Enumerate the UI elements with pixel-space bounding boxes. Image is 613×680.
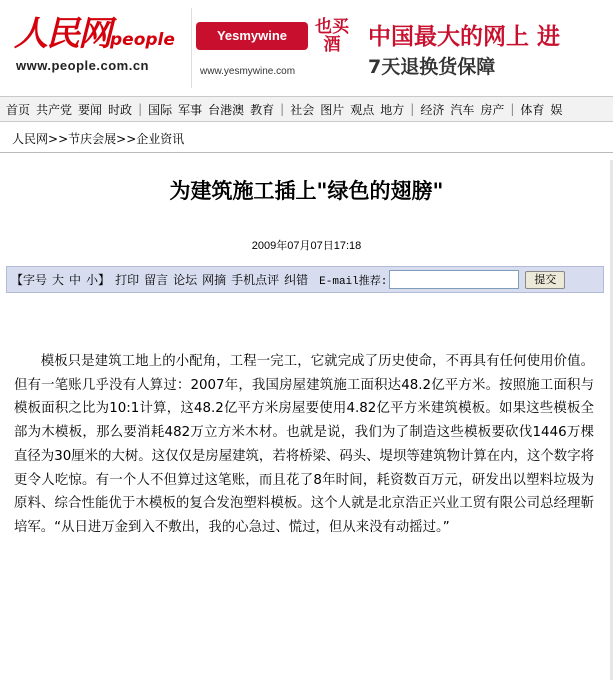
breadcrumb-home[interactable]: 人民网 bbox=[12, 132, 49, 146]
main-nav bbox=[0, 96, 613, 122]
nav-item[interactable]: 汽车 bbox=[450, 102, 475, 117]
nav-item[interactable]: 地方 bbox=[380, 102, 405, 117]
nav-item[interactable]: 社会 bbox=[290, 102, 315, 117]
font-small-button[interactable]: 小】 bbox=[86, 273, 111, 287]
correction-button[interactable]: 纠错 bbox=[284, 273, 309, 287]
nav-item[interactable]: 首页 bbox=[6, 102, 31, 117]
ad-brand-seal: 也买酒 bbox=[315, 17, 349, 55]
logo-people: people bbox=[110, 30, 175, 50]
nav-item[interactable]: 经济 bbox=[420, 102, 445, 117]
nav-item[interactable]: 体育 bbox=[520, 102, 545, 117]
nav-item[interactable]: 共产党 bbox=[36, 102, 73, 117]
nav-item[interactable]: 国际 bbox=[148, 102, 173, 117]
ad-brand-box bbox=[196, 12, 356, 84]
nav-item[interactable]: 军事 bbox=[178, 102, 203, 117]
font-large-button[interactable]: 大 bbox=[52, 273, 65, 287]
logo-text: 人民网 bbox=[14, 14, 110, 54]
logo-url: www.people.com.cn bbox=[16, 58, 149, 73]
nav-item[interactable]: 娱 bbox=[550, 102, 563, 117]
email-recommend-label: E-mail推荐: bbox=[319, 275, 388, 288]
site-header bbox=[0, 0, 613, 96]
article bbox=[0, 153, 613, 680]
ad-headline: 中国最大的网上 进 bbox=[368, 24, 561, 50]
font-medium-button[interactable]: 中 bbox=[69, 273, 82, 287]
breadcrumb bbox=[12, 130, 184, 147]
font-size-label: 【字号 bbox=[11, 273, 48, 287]
nav-separator: | bbox=[410, 102, 415, 116]
email-input[interactable] bbox=[389, 270, 519, 289]
nav-item[interactable]: 教育 bbox=[250, 102, 275, 117]
nav-item[interactable]: 房产 bbox=[480, 102, 505, 117]
nav-item[interactable]: 台港澳 bbox=[208, 102, 245, 117]
nav-separator: | bbox=[280, 102, 285, 116]
nav-item[interactable]: 图片 bbox=[320, 102, 345, 117]
excerpt-button[interactable]: 网摘 bbox=[202, 273, 227, 287]
mobile-comment-button[interactable]: 手机点评 bbox=[231, 273, 280, 287]
comment-button[interactable]: 留言 bbox=[144, 273, 169, 287]
nav-separator: | bbox=[138, 102, 143, 116]
breadcrumb-separator: >> bbox=[48, 132, 69, 146]
article-date: 2009年07月07日17:18 bbox=[251, 240, 362, 252]
breadcrumb-separator: >> bbox=[116, 132, 137, 146]
nav-item[interactable]: 要闻 bbox=[78, 102, 103, 117]
submit-button[interactable]: 提交 bbox=[525, 271, 565, 289]
nav-item[interactable]: 观点 bbox=[350, 102, 375, 117]
ad-brand-tag: Yesmywine bbox=[196, 22, 308, 50]
breadcrumb-festival-expo[interactable]: 节庆会展 bbox=[68, 132, 117, 146]
ad-subline: 7天退换货保障 bbox=[368, 56, 496, 78]
nav-separator: | bbox=[510, 102, 515, 116]
ad-banner[interactable] bbox=[191, 8, 613, 88]
forum-button[interactable]: 论坛 bbox=[173, 273, 198, 287]
nav-item[interactable]: 时政 bbox=[108, 102, 133, 117]
print-button[interactable]: 打印 bbox=[115, 273, 140, 287]
ad-url: www.yesmywine.com bbox=[200, 66, 296, 77]
article-body: 模板只是建筑工地上的小配角，工程一完工，它就完成了历史使命，不再具有任何使用价值。但有一笔账几乎没有人算过：2007年，我国房屋建筑施工面积达48.2亿平方米。按照施工面积与模板面积之比为10:1计算，这48.2亿平方米房屋要使用4.82亿平方米建筑模板。如果这些模板全部为木模板，那么要消耗482万立方米木材。也就是说，我们为了制造这些模板要砍伐1446万棵直径为30厘米的大树。这仅仅是房屋建筑，若将桥梁、码头、堤坝等建筑物计算在内，这个数字将更令人吃惊。有一个人不但算过这笔账，而且花了8年时间，耗资数百万元，研发出以塑料垃圾为原料、综合性能优于木模板的复合发泡塑料模板。这个人就是北京浩正兴业工贸有限公司总经理靳培军。“从日进万金到入不敷出，我的心急过、慌过，但从来没有动摇过。” bbox=[14, 354, 594, 535]
breadcrumb-corporate-news[interactable]: 企业资讯 bbox=[136, 132, 185, 146]
site-logo[interactable] bbox=[8, 14, 178, 80]
article-toolbar bbox=[6, 266, 604, 293]
article-title: 为建筑施工插上"绿色的翅膀" bbox=[169, 179, 444, 203]
